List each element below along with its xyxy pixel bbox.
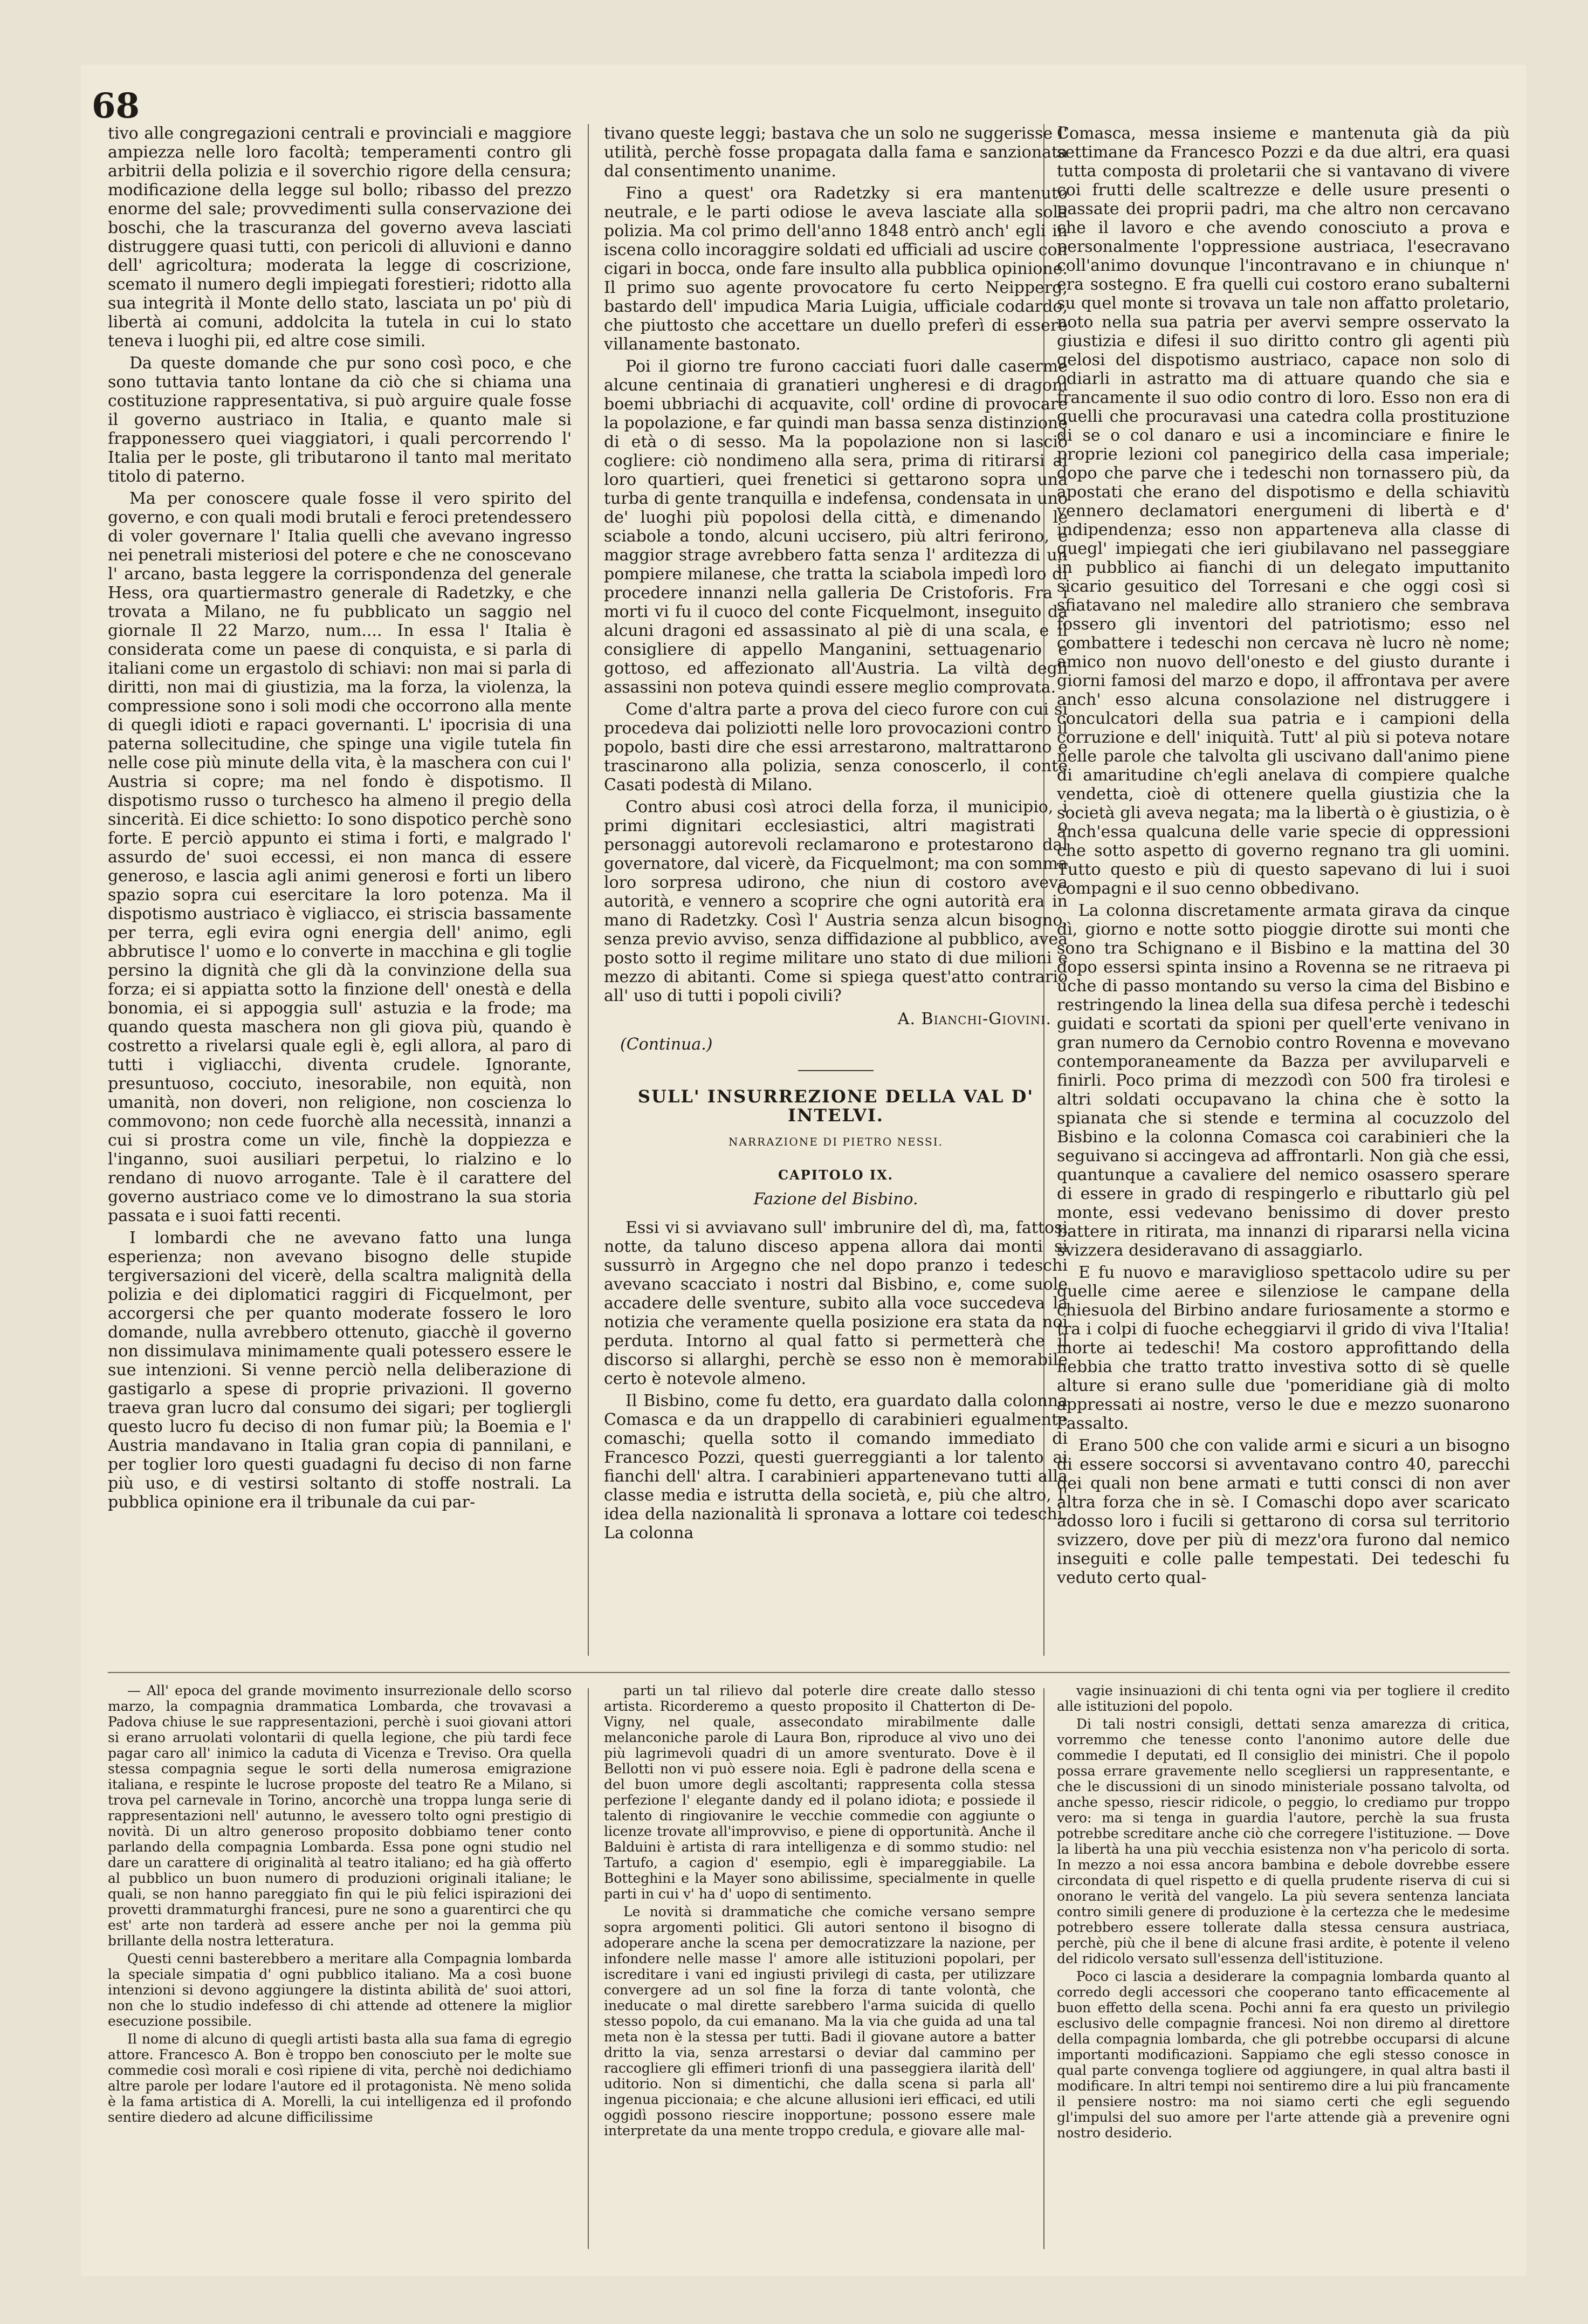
paragraph: Il Bisbino, come fu detto, era guardato dalla colonna Comasca e da un drappello di carabinieri egualmente comaschi; quella sotto il comando immediato di Francesco Pozzi, questi guerreggianti a lor talento ai fianchi dell' altra. I carabinieri appartenevano tutti alla classe media e istrutta della società, e, più che altro, l' idea della nazionalità li spronava a lottare coi tedeschi. La colonna — [604, 1391, 1068, 1543]
paragraph: Fino a quest' ora Radetzky si era mantenuto neutrale, e le parti odiose le aveva lasciate alla sola polizia. Ma col primo dell'anno 1848 entrò anch' egli in iscena collo incoraggire soldati ed ufficiali ad uscire con cigari in bocca, onde fare insulto alla pubblica opinione. Il primo suo agente provocatore fu certo Neipperg, bastardo dell' impudica Maria Luigia, ufficiale codardo, che piuttosto che accettare un duello preferì di essere villanamente bastonato. — [604, 184, 1068, 354]
paragraph: Erano 500 che con valide armi e sicuri a un bisogno di essere soccorsi si avventavano contro 40, parecchi dei quali non bene armati e tutti consci di non aver altra forza che in sè. I Comaschi dopo aver scaricato adosso loro i fucili si gettarono di corsa sul territorio svizzero, dove per più di mezz'ora furono dal nemico inseguiti e colle palle tempestati. Dei tedeschi fu veduto certo qual- — [1057, 1436, 1510, 1587]
paragraph: Essi vi si avviavano sull' imbrunire del dì, ma, fattosi notte, da taluno disceso appena allora dai monti si sussurrò in Argegno che nel dopo pranzo i tedeschi avevano scacciato i nostri dal Bisbino, e, come suole accadere delle sventure, subito alla voce succedeva la notizia che veramente quella posizione era stata da noi perduta. Intorno al qual fatto si permetterà che il discorso si allarghi, perchè se esso non è memorabile certo è notevole almeno. — [604, 1218, 1068, 1388]
paragraph: Come d'altra parte a prova del cieco furore con cui si procedeva dai poliziotti nelle loro provocazioni contro il popolo, basti dire che essi arrestarono, maltrattarono e trascinarono alla polizia, senza conoscerlo, il conte Casati podestà di Milano. — [604, 700, 1068, 794]
section-title: SULL' INSURREZIONE DELLA VAL D' INTELVI. — [637, 1086, 1034, 1126]
footnote-divider — [108, 1672, 1510, 1673]
paragraph: E fu nuovo e maraviglioso spettacolo udire su per quelle cime aeree e silenziose le campane della chiesuola del Birbino andare furiosamente a stormo e tra i colpi di fuoche echeggiarvi il grido di viva l'Italia! morte ai tedeschi! Ma costoro approfittando della nebbia che tratto tratto investiva sotto di sè quelle alture si erano sulle due 'pomeridiane già di molto appressati ai nostre, verso le due e mezzo suonarono l'assalto. — [1057, 1263, 1510, 1433]
article-column-1 — [108, 124, 572, 1661]
author-signature: A. Bianchi-Giovini. — [897, 1010, 1051, 1029]
paragraph: La colonna discretamente armata girava da cinque dì, giorno e notte sotto pioggie dirotte sui monti che sono tra Schignano e il Bisbino e la mattina del 30 dopo essersi spinta insino a Rovenna se ne ritraeva pi úche di passo montando su verso la cima del Bisbino e restringendo la linea della sua difesa perchè i tedeschi guidati e scortati da spioni per quell'erte venivano in gran numero da Cernobio contro Rovenna e movevano contemporaneamente da Bazza per avviluparveli e finirli. Poco prima di mezzodì con 500 fra tirolesi e altri soldati occupavano la china che è sotto la spianata che si stende e termina al cocuzzolo del Bisbino e la colonna Comasca coi carabinieri che la seguivano si accingeva ad affrontarli. Non già che essi, quantunque a cavaliere del nemico osassero sperare di essere in grado di respingerlo e ributtarlo giù pel monte, essi vedevano benissimo di dover presto battere in ritirata, ma innanzi di ripararsi nella vicina svizzera desideravano di assaggiarlo. — [1057, 901, 1510, 1260]
footnote-column-rule-right — [1043, 1688, 1044, 2249]
section-subtitle: NARRAZIONE DI PIETRO NESSI. — [728, 1135, 943, 1148]
paragraph: Comasca, messa insieme e mantenuta già da più settimane da Francesco Pozzi e da due altri, era quasi tutta composta di proletarii che si vantavano di vivere coi frutti delle scaltrezze e delle usure presenti o passate dei proprii padri, ma che altro non cercavano che il lavoro e che avendo conosciuto a prova e personalmente l'oppressione austriaca, l'esecravano coll'animo dovunque l'incontravano e in chiunque n' era sostegno. E fra quelli cui costoro erano subalterni su quel monte si trovava un tale non affatto proletario, noto nella sua patria per avervi sempre osservato la giustizia e difesi il suo diritto contro gli agenti più gelosi del dispotismo austriaco, capace non solo di odiarli in astratto ma di attuare quando che sia e francamente il suo odio contro di loro. Esso non era di quelli che procuravasi una catedra colla prostituzione di se o col danaro e usi a incominciare e finire le proprie lezioni col panegirico della casa imperiale; dopo che parve che i tedeschi non tornassero più, da apostati che erano del dispotismo e della schiavitù vennero declamatori energumeni di libertà e d' indipendenza; esso non apparteneva alla classe di quegl' impiegati che ieri giubilavano nel passeggiare in pubblico ai fianchi di un delegato imputtanito sicario gesuitico del Torresani e che oggi così si sfiatavano nel maledire allo straniero che sembrava fossero gli inventori del patriotismo; esso nel combattere i tedeschi non cercava nè lucro nè nome; amico non nuovo dell'onesto e del giusto durante i giorni famosi del marzo e dopo, il affrontava per avere anch' esso alcuna consolazione nel distruggere i conculcatori della sua patria e i campioni della corruzione e dell' iniquità. Tutt' al più si poteva notare nelle parole che talvolta gli uscivano dall'animo piene di amaritudine ch'egli anelava di compiere qualche vendetta, cioè di ottenere quella giustizia che la società gli aveva negata; ma la libertà o è giustizia, o è anch'essa qualcuna delle varie specie di oppressioni che sotto aspetto di governo regnano tra gli uomini. Tutto questo e più di questo sapevano di lui i suoi compagni e il suo cenno obbedivano. — [1057, 124, 1510, 898]
section-divider — [798, 1070, 874, 1071]
footnote-paragraph: Di tali nostri consigli, dettati senza amarezza di critica, vorremmo che tenesse conto l'anonimo autore delle due commedie I deputati, ed Il consiglio dei ministri. Che il popolo possa errare gravemente nello scegliersi un rappresentante, e che le discussioni di un sinodo ministeriale possano talvolta, od anche spesso, riescir ridicole, o peggio, lo crediamo pur troppo vero: ma si tenga in guardia l'autore, perchè la sua frusta potrebbe screditare anche ciò che corregere l'istituzione. — Dove la libertà ha una più vecchia esistenza non v'ha pericolo di sorta. In mezzo a noi essa ancora bambina e debole dovrebbe essere circondata di quel rispetto e di quella prudente riserva di cui si onorano le verità del vangelo. La più severa sentenza lanciata contro simili genere di produzione è la certezza che le medesime potrebbero essere tollerate dalla stessa censura austriaca, perchè, più che il bene di alcune frasi ardite, è potente il veleno del ridicolo versato sull'essenza dell'istituzione. — [1057, 1716, 1510, 1966]
footnote-paragraph: parti un tal rilievo dal poterle dire create dallo stesso artista. Ricorderemo a questo proposito il Chatterton di De-Vigny, nel quale, assecondato mirabilmente dalle melanconiche parole di Laura Bon, riproduce al vivo uno dei più lagrimevoli quadri di un amore sventurato. Dove è il Bellotti non vi può essere noia. Egli è padrone della scena e del buon umore degli ascoltanti; rappresenta colla stessa perfezione l' elegante dandy ed il polano idiota; e possiede il talento di ringiovanire le vecchie commedie con aggiunte o licenze trovate all'improvviso, e piene di opportunità. Anche il Balduini è artista di rara intelligenza e di sommo studio: nel Tartufo, a cagion d' esempio, egli è impareggiabile. La Botteghini e la Mayer sono abilissime, specialmente in quelle parti in cui v' ha d' uopo di sentimento. — [604, 1683, 1035, 1902]
article-column-3 — [1057, 124, 1510, 1661]
paragraph: tivo alle congregazioni centrali e provinciali e maggiore ampiezza nelle loro facoltà; temperamenti contro gli arbitrii della polizia e il soverchio rigore della censura; modificazione della legge sul bollo; ribasso del prezzo enorme del sale; provvedimenti sulla conservazione dei boschi, che la trascuranza del governo aveva lasciati distruggere quasi tutti, con pericoli di alluvioni e danno dell' agricoltura; moderata la legge di coscrizione, scemato il numero degli impiegati forestieri; ridotto alla sua integrità il Monte dello stato, lasciata un po' più di libertà ai comuni, addolcita la tutela in cui lo stato teneva i luoghi pii, ed altre cose simili. — [108, 124, 572, 351]
footnote-column-rule-left — [588, 1688, 589, 2249]
footnote-paragraph: Poco ci lascia a desiderare la compagnia lombarda quanto al corredo degli accessori che cooperano tanto efficacemente al buon effetto della scena. Pochi anni fa era questo un privilegio esclusivo delle compagnie francesi. Noi non diremo al direttore della compagnia lombarda, che gli potrebbe occuparsi di alcune importanti modificazioni. Sappiamo che egli stesso conosce in qual parte convenga togliere od aggiungere, in qual altra basti il modificare. In altri tempi noi sentiremo dire a lui più francamente il pensiere nostro: ma noi siamo certi che egli seguendo gl'impulsi del suo amore per l'arte attende già a prevenire ogni nostro desiderio. — [1057, 1969, 1510, 2141]
footnote-paragraph: Le novità si drammatiche che comiche versano sempre sopra argomenti politici. Gli autori sentono il bisogno di adoperare anche la scena per democratizzare la nazione, per infondere nelle masse l' amore alle istituzioni popolari, per iscreditare i vani ed ingiusti privilegi di casta, per utilizzare convergere ad un sol fine la forza di tante volontà, che ineducate o mal dirette sarebbero l'arma suicida di quello stesso popolo, da cui emanano. Ma la via che guida ad una tal meta non è la stessa per tutti. Badi il giovane autore a batter dritto la via, senza arrestarsi o deviar dal cammino per raccogliere gli effimeri trionfi di una passeggiera ilarità dell' uditorio. Non si dimentichi, che dalla scena si parla all' ingenua piccionaia; e che alcune allusioni ieri efficaci, ed utili oggidì possono riescire inopportune; possono essere male interpretate da una mente troppo credula, e giovare alle mal- — [604, 1904, 1035, 2138]
chapter-subtitle: Fazione del Bisbino. — [753, 1190, 918, 1209]
footnote-paragraph: Questi cenni basterebbero a meritare alla Compagnia lombarda la speciale simpatia d' ogni pubblico italiano. Ma a così buone intenzioni si devono aggiungere la distinta abilità de' suoi attori, non che lo studio indefesso di chi attende ad ottenere la miglior esecuzione possibile. — [108, 1951, 572, 2029]
column-rule-left — [588, 124, 589, 1656]
page-number: 68 — [92, 86, 140, 126]
paragraph: Poi il giorno tre furono cacciati fuori dalle caserme alcune centinaia di granatieri ungheresi e di dragoni boemi ubbriachi di acquavite, coll' ordine di provocare la popolazione, e far quindi man bassa senza distinzione di età o di sesso. Ma la popolazione non si lasciò cogliere: ciò nondimeno alla sera, prima di ritirarsi ai loro quartieri, quei frenetici si gettarono sopra una turba di gente tranquilla e indefensa, condensata in uno de' luoghi più popolosi della città, e dimenando le sciabole a tondo, alcuni uccisero, più altri ferirono, e maggior strage avrebbero fatta senza l' arditezza di un pompiere milanese, che tratta la sciabola impedì loro di procedere innanzi nella galleria De Cristoforis. Fra i morti vi fu il cuoco del conte Ficquelmont, inseguito da alcuni dragoni ed assassinato al piè di una scala, e il consigliere di appello Manganini, settuagenario e gottoso, ed affezionato all'Austria. La viltà degli assassini non poteva quindi essere meglio comprovata. — [604, 357, 1068, 697]
paragraph: Da queste domande che pur sono così poco, e che sono tuttavia tanto lontane da ciò che si chiama una costituzione rappresentativa, si può arguire quale fosse il governo austriaco in Italia, e quanto male si frapponessero quei viaggiatori, i quali percorrendo l' Italia per le poste, gli tributarono il tanto mal meritato titolo di paterno. — [108, 354, 572, 486]
footnote-paragraph: — All' epoca del grande movimento insurrezionale dello scorso marzo, la compagnia drammatica Lombarda, che trovavasi a Padova chiuse le sue rappresentazioni, perchè i suoi giovani attori si erano arruolati volontarii di quella legione, che più tardi fece pagar caro all' inimico la caduta di Vicenza e Treviso. Ora quella stessa compagnia segue le sorti della numerosa emigrazione italiana, e respinte le lucrose proposte del teatro Re a Milano, si trova pel carnevale in Torino, ancorchè una troppa lunga serie di rappresentazioni nell' autunno, le avessero tolto ogni prestigio di novità. Di un altro generoso proposito dobbiamo tener conto parlando della compagnia Lombarda. Essa pone ogni studio nel dare un carattere di originalità al teatro italiano; ed ha già offerto al pubblico un buon numero di produzioni originali italiane; le quali, se non hanno pareggiato fin qui le più felici ispirazioni dei provetti drammaturghi francesi, pure ne sono a guarentirci che qu est' arte non tarderà ad essere anche per noi la gemma più brillante della nostra letteratura. — [108, 1683, 572, 1949]
footnote-paragraph: vagie insinuazioni di chi tenta ogni via per togliere il credito alle istituzioni del popolo. — [1057, 1683, 1510, 1714]
footnote-paragraph: Il nome di alcuno di quegli artisti basta alla sua fama di egregio attore. Francesco A. Bon è troppo ben conosciuto per le molte sue commedie così morali e così ripiene di vita, perchè noi dedichiamo altre parole per lodare l'autore ed il protagonista. Nè meno solida è la fama artistica di A. Morelli, la cui intelligenza ed il profondo sentire diedero ad alcune difficilissime — [108, 2031, 572, 2125]
footnote-column-2 — [604, 1683, 1035, 2254]
article-column-2 — [604, 124, 1068, 1661]
paragraph: Contro abusi così atroci della forza, il municipio, i primi dignitari ecclesiastici, altri magistrati o personaggi autorevoli reclamarono e protestarono dal governatore, dal vicerè, da Ficquelmont; ma con somma loro sorpresa udirono, che niun di costoro aveva autorità, e vennero a scoprire che ogni autorità era in mano di Radetzky. Così l' Austria senza alcun bisogno, senza previo avviso, senza diffidazione al pubblico, avea posto sotto il regime militare uno stato di due milioni e mezzo di abitanti. Come si spiega quest'atto contrario all' uso di tutti i popoli civili? — [604, 798, 1068, 1005]
paragraph: tivano queste leggi; bastava che un solo ne suggerisse l' utilità, perchè fosse propagata dalla fama e sanzionata dal consentimento unanime. — [604, 124, 1068, 181]
continued-note: (Continua.) — [620, 1035, 713, 1054]
paragraph: I lombardi che ne avevano fatto una lunga esperienza; non avevano bisogno delle stupide tergiversazioni del vicerè, della scaltra malignità della polizia e dei diplomatici raggiri di Ficquelmont, per accorgersi che per quanto moderate fossero le loro domande, nulla avrebbero ottenuto, giacchè il governo non dissimulava minimamente quali potessero essere le sue intenzioni. Si venne perciò nella deliberazione di gastigarlo a spese di proprie privazioni. Il governo traeva gran lucro dal consumo dei sigari; per togliergli questo lucro fu deciso di non fumar più; la Boemia e l' Austria mandavano in Italia gran copia di pannilani, e per toglier loro questi guadagni fu deciso di non farne più uso, e di vestirsi soltanto di stoffe nostrali. La pubblica opinione era il tribunale da cui par- — [108, 1229, 572, 1512]
paragraph: Ma per conoscere quale fosse il vero spirito del governo, e con quali modi brutali e feroci pretendessero di voler governare l' Italia quelli che avevano ingresso nei penetrali misteriosi del potere e che ne conoscevano l' arcano, basta leggere la corrispondenza del generale Hess, ora quartiermastro generale di Radetzky, e che trovata a Milano, ne fu pubblicato un saggio nel giornale Il 22 Marzo, num.... In essa l' Italia è considerata come un paese di conquista, e si parla di italiani come un ergastolo di schiavi: non mai si parla di diritti, non mai di giustizia, ma la forza, la violenza, la compressione sono i soli modi che occorrono alla mente di quegli idioti e rapaci governanti. L' ipocrisia di una paterna sollecitudine, che spinge una vigile tutela fin nelle cose più minute della vita, è la maschera con cui l' Austria si copre; ma nel fondo è dispotismo. Il dispotismo russo o turchesco ha almeno il pregio della sincerità. Ei dice schietto: Io sono dispotico perchè sono forte. E perciò appunto ei stima i forti, e malgrado l' assurdo de' suoi eccessi, ei non manca di essere generoso, e lascia agli animi generosi e forti un libero spazio sopra cui esercitare la loro potenza. Ma il dispotismo austriaco è vigliacco, ei striscia bassamente per terra, egli evira ogni energia dell' animo, egli abbrutisce l' uomo e lo converte in macchina e gli toglie persino la dignità che gli dà la convinzione della sua forza; ei si appiatta sotto la finzione dell' onestà e della bonomia, ei si appoggia sull' astuzia e la frode; ma quando questa maschera non gli giova più, quando è costretto a rivelarsi quale egli è, egli allora, al paro di tutti i vigliacchi, diventa crudele. Ignorante, presuntuoso, cocciuto, inesorabile, non equità, non umanità, non doveri, non religione, non coscienza lo commovono; non cede fuorchè alla necessità, innanzi a cui si prostra come un vile, finchè la doppiezza e l'inganno, suoi ausiliari perpetui, lo rialzino e lo rendano di nuovo arrogante. Tale è il carattere del governo austriaco come ve lo dimostrano la sua storia passata e i suoi fatti recenti. — [108, 489, 572, 1225]
chapter-heading: CAPITOLO IX. — [778, 1167, 894, 1183]
footnote-column-1 — [108, 1683, 572, 2254]
footnote-column-3 — [1057, 1683, 1510, 2254]
